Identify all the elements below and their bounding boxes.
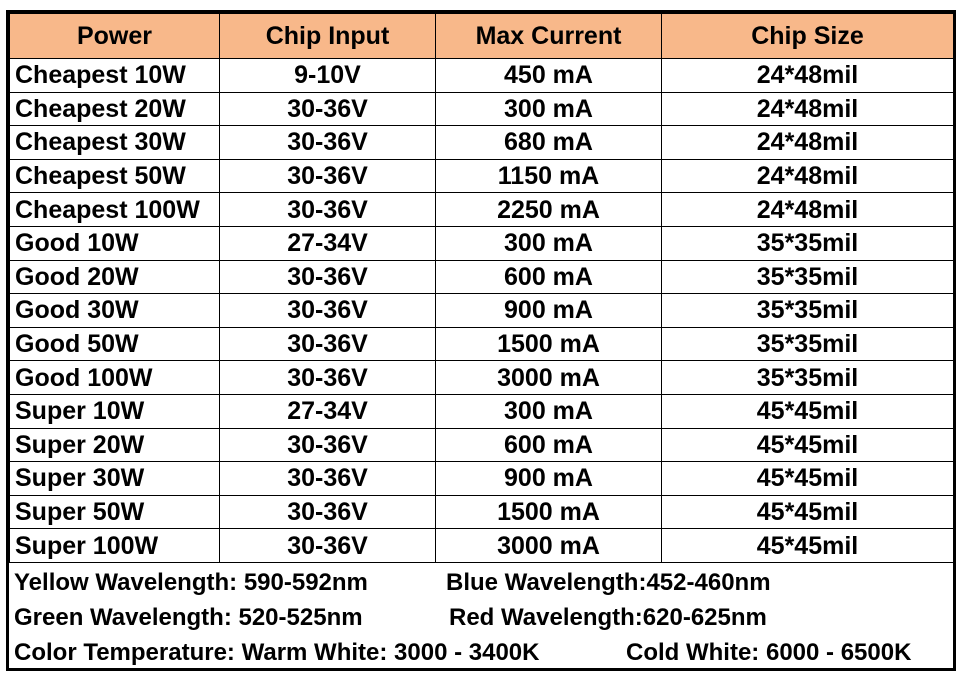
cell-chip-size: 45*45mil	[662, 529, 954, 563]
cell-chip-input: 30-36V	[220, 294, 436, 328]
cell-chip-input: 30-36V	[220, 126, 436, 160]
green-wavelength: Green Wavelength: 520-525nm	[14, 603, 363, 631]
header-row	[10, 14, 954, 59]
cell-chip-input: 30-36V	[220, 193, 436, 227]
cell-chip-size: 24*48mil	[662, 193, 954, 227]
header-chip-size: Chip Size	[662, 14, 954, 59]
cell-chip-size: 45*45mil	[662, 428, 954, 462]
cell-chip-input: 30-36V	[220, 495, 436, 529]
cell-power: Good 50W	[10, 327, 220, 361]
cell-max-current: 600 mA	[436, 260, 662, 294]
cell-power: Cheapest 10W	[10, 59, 220, 93]
cell-chip-input: 27-34V	[220, 394, 436, 428]
cell-chip-input: 30-36V	[220, 327, 436, 361]
footer-line-1	[14, 565, 953, 600]
cell-max-current: 2250 mA	[436, 193, 662, 227]
cell-power: Cheapest 50W	[10, 159, 220, 193]
header-max-current: Max Current	[436, 14, 662, 59]
table-row	[10, 159, 954, 193]
cell-chip-size: 24*48mil	[662, 159, 954, 193]
cell-chip-size: 35*35mil	[662, 226, 954, 260]
table-row	[10, 462, 954, 496]
cell-chip-size: 45*45mil	[662, 495, 954, 529]
header-chip-input: Chip Input	[220, 14, 436, 59]
spec-sheet	[6, 10, 956, 671]
cell-power: Cheapest 20W	[10, 92, 220, 126]
cell-chip-size: 35*35mil	[662, 260, 954, 294]
cell-chip-input: 30-36V	[220, 92, 436, 126]
cell-chip-size: 45*45mil	[662, 462, 954, 496]
table-row	[10, 193, 954, 227]
blue-wavelength: Blue Wavelength:452-460nm	[446, 568, 771, 596]
cell-max-current: 300 mA	[436, 394, 662, 428]
cell-max-current: 900 mA	[436, 294, 662, 328]
table-row	[10, 92, 954, 126]
cell-power: Good 20W	[10, 260, 220, 294]
red-wavelength: Red Wavelength:620-625nm	[449, 603, 767, 631]
cell-chip-size: 45*45mil	[662, 394, 954, 428]
led-spec-table	[9, 13, 954, 563]
cell-power: Cheapest 100W	[10, 193, 220, 227]
cell-max-current: 300 mA	[436, 92, 662, 126]
cell-chip-input: 30-36V	[220, 159, 436, 193]
cold-white: Cold White: 6000 - 6500K	[626, 638, 912, 666]
cell-max-current: 1150 mA	[436, 159, 662, 193]
cell-chip-size: 35*35mil	[662, 294, 954, 328]
cell-max-current: 600 mA	[436, 428, 662, 462]
cell-power: Good 30W	[10, 294, 220, 328]
cell-max-current: 3000 mA	[436, 529, 662, 563]
footer-line-2	[14, 600, 953, 635]
cell-chip-input: 9-10V	[220, 59, 436, 93]
cell-chip-input: 30-36V	[220, 462, 436, 496]
table-body	[10, 59, 954, 563]
color-temperature: Color Temperature: Warm White: 3000 - 3400K	[14, 638, 540, 666]
cell-max-current: 300 mA	[436, 226, 662, 260]
cell-chip-size: 35*35mil	[662, 327, 954, 361]
table-row	[10, 495, 954, 529]
cell-power: Super 100W	[10, 529, 220, 563]
cell-max-current: 680 mA	[436, 126, 662, 160]
wavelength-notes	[9, 563, 953, 670]
cell-max-current: 450 mA	[436, 59, 662, 93]
cell-max-current: 900 mA	[436, 462, 662, 496]
cell-chip-size: 24*48mil	[662, 59, 954, 93]
footer-line-3	[14, 635, 953, 670]
cell-power: Cheapest 30W	[10, 126, 220, 160]
table-row	[10, 327, 954, 361]
cell-power: Super 50W	[10, 495, 220, 529]
cell-chip-input: 30-36V	[220, 529, 436, 563]
table-row	[10, 428, 954, 462]
table-row	[10, 126, 954, 160]
cell-max-current: 1500 mA	[436, 495, 662, 529]
table-row	[10, 226, 954, 260]
cell-chip-size: 24*48mil	[662, 126, 954, 160]
table-row	[10, 59, 954, 93]
cell-chip-size: 35*35mil	[662, 361, 954, 395]
cell-max-current: 1500 mA	[436, 327, 662, 361]
table-row	[10, 361, 954, 395]
yellow-wavelength: Yellow Wavelength: 590-592nm	[14, 568, 368, 596]
cell-chip-input: 30-36V	[220, 260, 436, 294]
cell-power: Good 100W	[10, 361, 220, 395]
cell-chip-input: 27-34V	[220, 226, 436, 260]
table-row	[10, 529, 954, 563]
cell-power: Super 20W	[10, 428, 220, 462]
cell-power: Super 10W	[10, 394, 220, 428]
cell-power: Super 30W	[10, 462, 220, 496]
cell-max-current: 3000 mA	[436, 361, 662, 395]
cell-chip-input: 30-36V	[220, 428, 436, 462]
table-row	[10, 294, 954, 328]
table-row	[10, 394, 954, 428]
table-row	[10, 260, 954, 294]
cell-power: Good 10W	[10, 226, 220, 260]
cell-chip-input: 30-36V	[220, 361, 436, 395]
header-power: Power	[10, 14, 220, 59]
cell-chip-size: 24*48mil	[662, 92, 954, 126]
